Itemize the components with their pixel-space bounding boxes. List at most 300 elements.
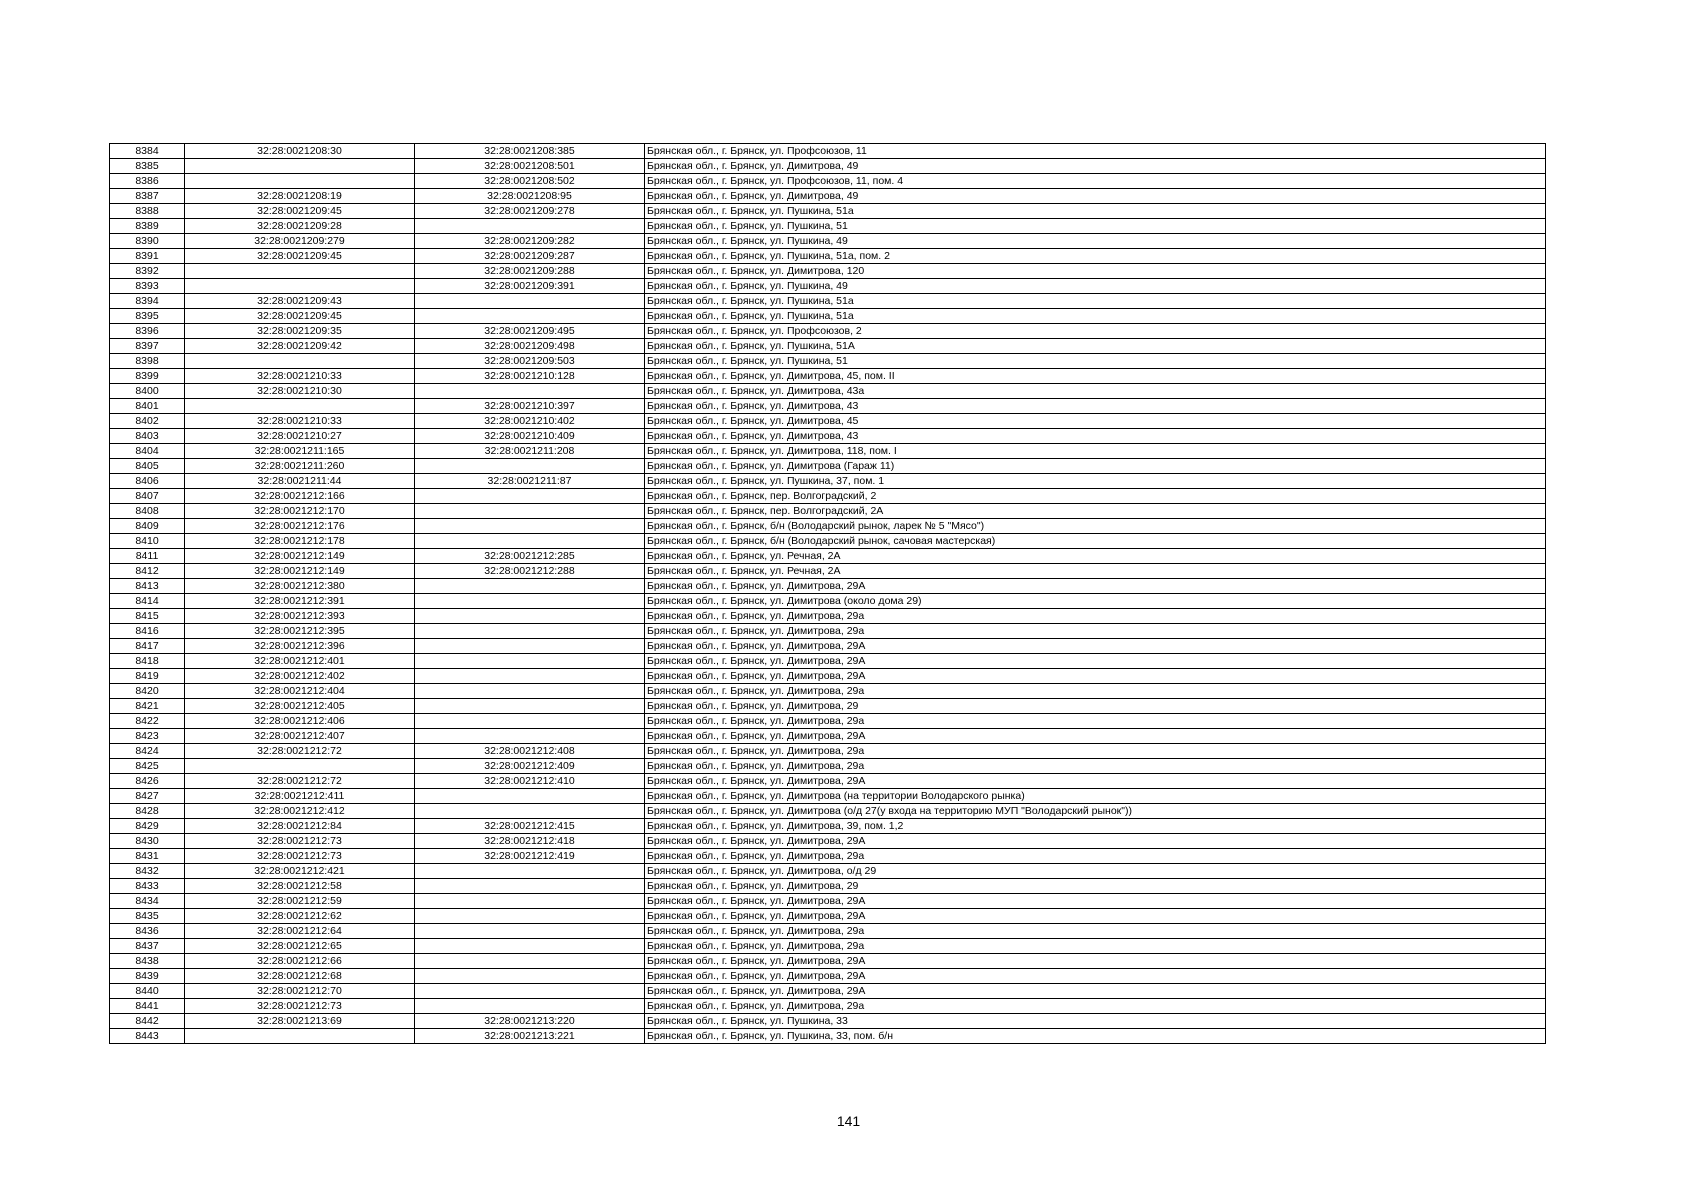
address-cell: Брянская обл., г. Брянск, ул. Димитрова, 29А <box>645 894 1546 909</box>
land-cadastral-number-cell: 32:28:0021212:396 <box>185 639 415 654</box>
row-number-cell: 8407 <box>110 489 185 504</box>
object-cadastral-number-cell <box>415 504 645 519</box>
land-cadastral-number-cell: 32:28:0021212:395 <box>185 624 415 639</box>
row-number-cell: 8401 <box>110 399 185 414</box>
object-cadastral-number-cell <box>415 459 645 474</box>
land-cadastral-number-cell: 32:28:0021210:27 <box>185 429 415 444</box>
land-cadastral-number-cell: 32:28:0021212:68 <box>185 969 415 984</box>
row-number-cell: 8438 <box>110 954 185 969</box>
land-cadastral-number-cell: 32:28:0021212:401 <box>185 654 415 669</box>
address-cell: Брянская обл., г. Брянск, ул. Димитрова, 29 <box>645 879 1546 894</box>
address-cell: Брянская обл., г. Брянск, ул. Димитрова, 29а <box>645 759 1546 774</box>
row-number-cell: 8413 <box>110 579 185 594</box>
land-cadastral-number-cell: 32:28:0021211:165 <box>185 444 415 459</box>
object-cadastral-number-cell <box>415 924 645 939</box>
table-row <box>110 684 1546 699</box>
address-cell: Брянская обл., г. Брянск, ул. Димитрова, 29А <box>645 669 1546 684</box>
row-number-cell: 8402 <box>110 414 185 429</box>
object-cadastral-number-cell: 32:28:0021212:408 <box>415 744 645 759</box>
table-row <box>110 159 1546 174</box>
land-cadastral-number-cell: 32:28:0021209:45 <box>185 309 415 324</box>
row-number-cell: 8398 <box>110 354 185 369</box>
object-cadastral-number-cell: 32:28:0021209:278 <box>415 204 645 219</box>
object-cadastral-number-cell: 32:28:0021212:410 <box>415 774 645 789</box>
land-cadastral-number-cell: 32:28:0021212:58 <box>185 879 415 894</box>
row-number-cell: 8410 <box>110 534 185 549</box>
table-row <box>110 279 1546 294</box>
row-number-cell: 8417 <box>110 639 185 654</box>
address-cell: Брянская обл., г. Брянск, ул. Димитрова, 29а <box>645 609 1546 624</box>
table-row <box>110 444 1546 459</box>
table-row <box>110 939 1546 954</box>
address-cell: Брянская обл., г. Брянск, ул. Пушкина, 51а <box>645 204 1546 219</box>
land-cadastral-number-cell: 32:28:0021212:84 <box>185 819 415 834</box>
registry-table <box>109 143 1546 1044</box>
table-row <box>110 309 1546 324</box>
address-cell: Брянская обл., г. Брянск, б/н (Володарский рынок, ларек № 5 "Мясо") <box>645 519 1546 534</box>
land-cadastral-number-cell: 32:28:0021212:70 <box>185 984 415 999</box>
table-row <box>110 834 1546 849</box>
object-cadastral-number-cell: 32:28:0021209:287 <box>415 249 645 264</box>
address-cell: Брянская обл., г. Брянск, ул. Димитрова, 29 <box>645 699 1546 714</box>
object-cadastral-number-cell: 32:28:0021209:282 <box>415 234 645 249</box>
address-cell: Брянская обл., г. Брянск, ул. Пушкина, 33 <box>645 1014 1546 1029</box>
table-row <box>110 414 1546 429</box>
land-cadastral-number-cell: 32:28:0021212:66 <box>185 954 415 969</box>
table-row <box>110 879 1546 894</box>
land-cadastral-number-cell: 32:28:0021210:30 <box>185 384 415 399</box>
land-cadastral-number-cell: 32:28:0021212:166 <box>185 489 415 504</box>
land-cadastral-number-cell <box>185 759 415 774</box>
land-cadastral-number-cell: 32:28:0021212:407 <box>185 729 415 744</box>
object-cadastral-number-cell: 32:28:0021209:495 <box>415 324 645 339</box>
table-row <box>110 324 1546 339</box>
land-cadastral-number-cell: 32:28:0021212:176 <box>185 519 415 534</box>
land-cadastral-number-cell: 32:28:0021212:412 <box>185 804 415 819</box>
address-cell: Брянская обл., г. Брянск, ул. Профсоюзов, 2 <box>645 324 1546 339</box>
row-number-cell: 8418 <box>110 654 185 669</box>
land-cadastral-number-cell: 32:28:0021209:35 <box>185 324 415 339</box>
object-cadastral-number-cell: 32:28:0021209:498 <box>415 339 645 354</box>
address-cell: Брянская обл., г. Брянск, ул. Речная, 2А <box>645 549 1546 564</box>
row-number-cell: 8394 <box>110 294 185 309</box>
row-number-cell: 8439 <box>110 969 185 984</box>
row-number-cell: 8388 <box>110 204 185 219</box>
land-cadastral-number-cell: 32:28:0021212:404 <box>185 684 415 699</box>
land-cadastral-number-cell: 32:28:0021212:406 <box>185 714 415 729</box>
table-row <box>110 654 1546 669</box>
row-number-cell: 8391 <box>110 249 185 264</box>
object-cadastral-number-cell: 32:28:0021212:419 <box>415 849 645 864</box>
row-number-cell: 8435 <box>110 909 185 924</box>
object-cadastral-number-cell <box>415 489 645 504</box>
row-number-cell: 8412 <box>110 564 185 579</box>
address-cell: Брянская обл., г. Брянск, ул. Димитрова, 43а <box>645 384 1546 399</box>
row-number-cell: 8390 <box>110 234 185 249</box>
row-number-cell: 8403 <box>110 429 185 444</box>
table-row <box>110 429 1546 444</box>
address-cell: Брянская обл., г. Брянск, ул. Димитрова, 29А <box>645 954 1546 969</box>
row-number-cell: 8384 <box>110 144 185 159</box>
table-row <box>110 249 1546 264</box>
land-cadastral-number-cell: 32:28:0021212:402 <box>185 669 415 684</box>
object-cadastral-number-cell: 32:28:0021210:409 <box>415 429 645 444</box>
row-number-cell: 8432 <box>110 864 185 879</box>
address-cell: Брянская обл., г. Брянск, ул. Димитрова, 43 <box>645 399 1546 414</box>
address-cell: Брянская обл., г. Брянск, ул. Димитрова, 120 <box>645 264 1546 279</box>
table-row <box>110 639 1546 654</box>
address-cell: Брянская обл., г. Брянск, ул. Пушкина, 37, пом. 1 <box>645 474 1546 489</box>
address-cell: Брянская обл., г. Брянск, ул. Димитрова, 45, пом. II <box>645 369 1546 384</box>
land-cadastral-number-cell: 32:28:0021212:411 <box>185 789 415 804</box>
address-cell: Брянская обл., г. Брянск, ул. Димитрова, 29А <box>645 834 1546 849</box>
land-cadastral-number-cell: 32:28:0021208:19 <box>185 189 415 204</box>
row-number-cell: 8429 <box>110 819 185 834</box>
table-row <box>110 714 1546 729</box>
object-cadastral-number-cell <box>415 639 645 654</box>
table-row <box>110 894 1546 909</box>
object-cadastral-number-cell <box>415 879 645 894</box>
address-cell: Брянская обл., г. Брянск, ул. Пушкина, 49 <box>645 279 1546 294</box>
row-number-cell: 8408 <box>110 504 185 519</box>
address-cell: Брянская обл., г. Брянск, ул. Димитрова, 43 <box>645 429 1546 444</box>
address-cell: Брянская обл., г. Брянск, ул. Димитрова, 29а <box>645 849 1546 864</box>
table-row <box>110 339 1546 354</box>
object-cadastral-number-cell: 32:28:0021212:285 <box>415 549 645 564</box>
land-cadastral-number-cell: 32:28:0021210:33 <box>185 414 415 429</box>
object-cadastral-number-cell: 32:28:0021208:502 <box>415 174 645 189</box>
land-cadastral-number-cell: 32:28:0021209:42 <box>185 339 415 354</box>
object-cadastral-number-cell: 32:28:0021208:95 <box>415 189 645 204</box>
address-cell: Брянская обл., г. Брянск, б/н (Володарский рынок, сачовая мастерская) <box>645 534 1546 549</box>
object-cadastral-number-cell <box>415 624 645 639</box>
object-cadastral-number-cell <box>415 954 645 969</box>
row-number-cell: 8433 <box>110 879 185 894</box>
table-row <box>110 564 1546 579</box>
row-number-cell: 8423 <box>110 729 185 744</box>
table-row <box>110 924 1546 939</box>
table-row <box>110 789 1546 804</box>
object-cadastral-number-cell: 32:28:0021209:288 <box>415 264 645 279</box>
table-row <box>110 864 1546 879</box>
land-cadastral-number-cell <box>185 279 415 294</box>
row-number-cell: 8436 <box>110 924 185 939</box>
table-row <box>110 594 1546 609</box>
object-cadastral-number-cell <box>415 729 645 744</box>
land-cadastral-number-cell: 32:28:0021212:73 <box>185 849 415 864</box>
object-cadastral-number-cell <box>415 684 645 699</box>
land-cadastral-number-cell: 32:28:0021212:73 <box>185 999 415 1014</box>
address-cell: Брянская обл., г. Брянск, ул. Димитрова, 29А <box>645 654 1546 669</box>
row-number-cell: 8404 <box>110 444 185 459</box>
table-row <box>110 609 1546 624</box>
table-row <box>110 759 1546 774</box>
table-row <box>110 804 1546 819</box>
address-cell: Брянская обл., г. Брянск, ул. Димитрова, 29А <box>645 729 1546 744</box>
land-cadastral-number-cell: 32:28:0021212:170 <box>185 504 415 519</box>
object-cadastral-number-cell: 32:28:0021213:221 <box>415 1029 645 1044</box>
object-cadastral-number-cell <box>415 534 645 549</box>
row-number-cell: 8399 <box>110 369 185 384</box>
object-cadastral-number-cell <box>415 984 645 999</box>
row-number-cell: 8443 <box>110 1029 185 1044</box>
object-cadastral-number-cell: 32:28:0021212:415 <box>415 819 645 834</box>
land-cadastral-number-cell: 32:28:0021212:391 <box>185 594 415 609</box>
row-number-cell: 8427 <box>110 789 185 804</box>
object-cadastral-number-cell: 32:28:0021213:220 <box>415 1014 645 1029</box>
page-number: 141 <box>836 1113 861 1129</box>
land-cadastral-number-cell: 32:28:0021212:73 <box>185 834 415 849</box>
address-cell: Брянская обл., г. Брянск, ул. Димитрова, 39, пом. 1,2 <box>645 819 1546 834</box>
row-number-cell: 8395 <box>110 309 185 324</box>
address-cell: Брянская обл., г. Брянск, ул. Пушкина, 33, пом. б/н <box>645 1029 1546 1044</box>
row-number-cell: 8437 <box>110 939 185 954</box>
table-row <box>110 144 1546 159</box>
row-number-cell: 8434 <box>110 894 185 909</box>
object-cadastral-number-cell <box>415 969 645 984</box>
land-cadastral-number-cell: 32:28:0021213:69 <box>185 1014 415 1029</box>
land-cadastral-number-cell: 32:28:0021209:45 <box>185 249 415 264</box>
table-row <box>110 624 1546 639</box>
land-cadastral-number-cell <box>185 1029 415 1044</box>
land-cadastral-number-cell <box>185 174 415 189</box>
table-row <box>110 729 1546 744</box>
object-cadastral-number-cell <box>415 894 645 909</box>
address-cell: Брянская обл., г. Брянск, ул. Димитрова, 29а <box>645 939 1546 954</box>
table-row <box>110 849 1546 864</box>
address-cell: Брянская обл., г. Брянск, ул. Димитрова, 29А <box>645 639 1546 654</box>
table-row <box>110 579 1546 594</box>
row-number-cell: 8414 <box>110 594 185 609</box>
land-cadastral-number-cell: 32:28:0021212:72 <box>185 774 415 789</box>
table-row <box>110 984 1546 999</box>
address-cell: Брянская обл., г. Брянск, ул. Димитрова, 29а <box>645 684 1546 699</box>
address-cell: Брянская обл., г. Брянск, ул. Димитрова, 49 <box>645 189 1546 204</box>
row-number-cell: 8386 <box>110 174 185 189</box>
object-cadastral-number-cell: 32:28:0021212:409 <box>415 759 645 774</box>
object-cadastral-number-cell: 32:28:0021211:208 <box>415 444 645 459</box>
row-number-cell: 8397 <box>110 339 185 354</box>
land-cadastral-number-cell: 32:28:0021212:421 <box>185 864 415 879</box>
object-cadastral-number-cell <box>415 714 645 729</box>
object-cadastral-number-cell <box>415 909 645 924</box>
object-cadastral-number-cell <box>415 219 645 234</box>
table-row <box>110 234 1546 249</box>
object-cadastral-number-cell: 32:28:0021208:501 <box>415 159 645 174</box>
land-cadastral-number-cell: 32:28:0021209:28 <box>185 219 415 234</box>
land-cadastral-number-cell: 32:28:0021211:260 <box>185 459 415 474</box>
address-cell: Брянская обл., г. Брянск, ул. Профсоюзов, 11 <box>645 144 1546 159</box>
row-number-cell: 8422 <box>110 714 185 729</box>
row-number-cell: 8424 <box>110 744 185 759</box>
address-cell: Брянская обл., г. Брянск, ул. Димитрова, 29А <box>645 909 1546 924</box>
address-cell: Брянская обл., г. Брянск, ул. Димитрова, 118, пом. I <box>645 444 1546 459</box>
table-row <box>110 354 1546 369</box>
row-number-cell: 8406 <box>110 474 185 489</box>
table-row <box>110 969 1546 984</box>
address-cell: Брянская обл., г. Брянск, ул. Профсоюзов, 11, пом. 4 <box>645 174 1546 189</box>
table-row <box>110 264 1546 279</box>
table-row <box>110 549 1546 564</box>
land-cadastral-number-cell: 32:28:0021212:393 <box>185 609 415 624</box>
table-row <box>110 384 1546 399</box>
object-cadastral-number-cell <box>415 654 645 669</box>
address-cell: Брянская обл., г. Брянск, ул. Пушкина, 51а, пом. 2 <box>645 249 1546 264</box>
table-row <box>110 474 1546 489</box>
address-cell: Брянская обл., г. Брянск, ул. Димитрова, 49 <box>645 159 1546 174</box>
row-number-cell: 8431 <box>110 849 185 864</box>
row-number-cell: 8442 <box>110 1014 185 1029</box>
table-row <box>110 294 1546 309</box>
address-cell: Брянская обл., г. Брянск, ул. Пушкина, 51 <box>645 219 1546 234</box>
object-cadastral-number-cell: 32:28:0021211:87 <box>415 474 645 489</box>
object-cadastral-number-cell: 32:28:0021209:503 <box>415 354 645 369</box>
object-cadastral-number-cell: 32:28:0021210:128 <box>415 369 645 384</box>
address-cell: Брянская обл., г. Брянск, ул. Димитрова, 45 <box>645 414 1546 429</box>
address-cell: Брянская обл., г. Брянск, ул. Димитрова, 29а <box>645 999 1546 1014</box>
land-cadastral-number-cell: 32:28:0021209:279 <box>185 234 415 249</box>
address-cell: Брянская обл., г. Брянск, пер. Волгоградский, 2А <box>645 504 1546 519</box>
table-row <box>110 189 1546 204</box>
table-row <box>110 774 1546 789</box>
land-cadastral-number-cell: 32:28:0021212:149 <box>185 564 415 579</box>
address-cell: Брянская обл., г. Брянск, ул. Пушкина, 51а <box>645 294 1546 309</box>
object-cadastral-number-cell <box>415 864 645 879</box>
address-cell: Брянская обл., г. Брянск, ул. Речная, 2А <box>645 564 1546 579</box>
object-cadastral-number-cell: 32:28:0021209:391 <box>415 279 645 294</box>
table-row <box>110 909 1546 924</box>
land-cadastral-number-cell: 32:28:0021212:72 <box>185 744 415 759</box>
object-cadastral-number-cell <box>415 999 645 1014</box>
object-cadastral-number-cell: 32:28:0021212:288 <box>415 564 645 579</box>
row-number-cell: 8420 <box>110 684 185 699</box>
land-cadastral-number-cell <box>185 354 415 369</box>
object-cadastral-number-cell <box>415 519 645 534</box>
object-cadastral-number-cell: 32:28:0021210:402 <box>415 414 645 429</box>
address-cell: Брянская обл., г. Брянск, ул. Пушкина, 51 <box>645 354 1546 369</box>
land-cadastral-number-cell: 32:28:0021212:178 <box>185 534 415 549</box>
row-number-cell: 8389 <box>110 219 185 234</box>
land-cadastral-number-cell <box>185 399 415 414</box>
row-number-cell: 8416 <box>110 624 185 639</box>
row-number-cell: 8441 <box>110 999 185 1014</box>
land-cadastral-number-cell: 32:28:0021209:45 <box>185 204 415 219</box>
table-row <box>110 954 1546 969</box>
land-cadastral-number-cell: 32:28:0021212:65 <box>185 939 415 954</box>
table-row <box>110 504 1546 519</box>
object-cadastral-number-cell <box>415 699 645 714</box>
table-row <box>110 174 1546 189</box>
row-number-cell: 8440 <box>110 984 185 999</box>
address-cell: Брянская обл., г. Брянск, ул. Димитрова, 29а <box>645 624 1546 639</box>
table-row <box>110 699 1546 714</box>
table-row <box>110 819 1546 834</box>
address-cell: Брянская обл., г. Брянск, ул. Димитрова, 29А <box>645 984 1546 999</box>
row-number-cell: 8425 <box>110 759 185 774</box>
table-row <box>110 369 1546 384</box>
address-cell: Брянская обл., г. Брянск, ул. Димитрова (о/д 27(у входа на территорию МУП "Володарский рынок")) <box>645 804 1546 819</box>
table-row <box>110 399 1546 414</box>
row-number-cell: 8396 <box>110 324 185 339</box>
address-cell: Брянская обл., г. Брянск, ул. Димитрова, 29А <box>645 774 1546 789</box>
table-row <box>110 204 1546 219</box>
address-cell: Брянская обл., г. Брянск, ул. Димитрова (Гараж 11) <box>645 459 1546 474</box>
address-cell: Брянская обл., г. Брянск, ул. Димитрова (около дома 29) <box>645 594 1546 609</box>
address-cell: Брянская обл., г. Брянск, ул. Пушкина, 49 <box>645 234 1546 249</box>
row-number-cell: 8400 <box>110 384 185 399</box>
address-cell: Брянская обл., г. Брянск, ул. Димитрова, о/д 29 <box>645 864 1546 879</box>
address-cell: Брянская обл., г. Брянск, ул. Димитрова, 29а <box>645 744 1546 759</box>
table-row <box>110 669 1546 684</box>
table-row <box>110 219 1546 234</box>
object-cadastral-number-cell <box>415 579 645 594</box>
object-cadastral-number-cell <box>415 789 645 804</box>
table-row <box>110 999 1546 1014</box>
table-row <box>110 459 1546 474</box>
land-cadastral-number-cell: 32:28:0021212:59 <box>185 894 415 909</box>
address-cell: Брянская обл., г. Брянск, пер. Волгоградский, 2 <box>645 489 1546 504</box>
row-number-cell: 8405 <box>110 459 185 474</box>
land-cadastral-number-cell: 32:28:0021212:405 <box>185 699 415 714</box>
address-cell: Брянская обл., г. Брянск, ул. Димитрова, 29а <box>645 924 1546 939</box>
registry-table-body <box>110 144 1546 1044</box>
address-cell: Брянская обл., г. Брянск, ул. Пушкина, 51а <box>645 309 1546 324</box>
table-row <box>110 1029 1546 1044</box>
object-cadastral-number-cell: 32:28:0021212:418 <box>415 834 645 849</box>
table-row <box>110 534 1546 549</box>
row-number-cell: 8426 <box>110 774 185 789</box>
row-number-cell: 8385 <box>110 159 185 174</box>
land-cadastral-number-cell: 32:28:0021209:43 <box>185 294 415 309</box>
row-number-cell: 8393 <box>110 279 185 294</box>
address-cell: Брянская обл., г. Брянск, ул. Димитрова, 29А <box>645 969 1546 984</box>
object-cadastral-number-cell <box>415 939 645 954</box>
land-cadastral-number-cell <box>185 159 415 174</box>
object-cadastral-number-cell <box>415 804 645 819</box>
land-cadastral-number-cell: 32:28:0021210:33 <box>185 369 415 384</box>
land-cadastral-number-cell: 32:28:0021212:62 <box>185 909 415 924</box>
land-cadastral-number-cell: 32:28:0021208:30 <box>185 144 415 159</box>
land-cadastral-number-cell: 32:28:0021212:149 <box>185 549 415 564</box>
row-number-cell: 8409 <box>110 519 185 534</box>
row-number-cell: 8421 <box>110 699 185 714</box>
table-row <box>110 1014 1546 1029</box>
row-number-cell: 8428 <box>110 804 185 819</box>
object-cadastral-number-cell <box>415 609 645 624</box>
object-cadastral-number-cell <box>415 294 645 309</box>
address-cell: Брянская обл., г. Брянск, ул. Димитрова (на территории Володарского рынка) <box>645 789 1546 804</box>
row-number-cell: 8430 <box>110 834 185 849</box>
row-number-cell: 8387 <box>110 189 185 204</box>
address-cell: Брянская обл., г. Брянск, ул. Димитрова, 29А <box>645 579 1546 594</box>
address-cell: Брянская обл., г. Брянск, ул. Пушкина, 51А <box>645 339 1546 354</box>
table-row <box>110 519 1546 534</box>
row-number-cell: 8392 <box>110 264 185 279</box>
object-cadastral-number-cell <box>415 384 645 399</box>
land-cadastral-number-cell: 32:28:0021212:380 <box>185 579 415 594</box>
land-cadastral-number-cell <box>185 264 415 279</box>
row-number-cell: 8411 <box>110 549 185 564</box>
object-cadastral-number-cell <box>415 309 645 324</box>
row-number-cell: 8419 <box>110 669 185 684</box>
land-cadastral-number-cell: 32:28:0021211:44 <box>185 474 415 489</box>
table-row <box>110 489 1546 504</box>
object-cadastral-number-cell: 32:28:0021208:385 <box>415 144 645 159</box>
address-cell: Брянская обл., г. Брянск, ул. Димитрова, 29а <box>645 714 1546 729</box>
object-cadastral-number-cell <box>415 669 645 684</box>
object-cadastral-number-cell <box>415 594 645 609</box>
object-cadastral-number-cell: 32:28:0021210:397 <box>415 399 645 414</box>
